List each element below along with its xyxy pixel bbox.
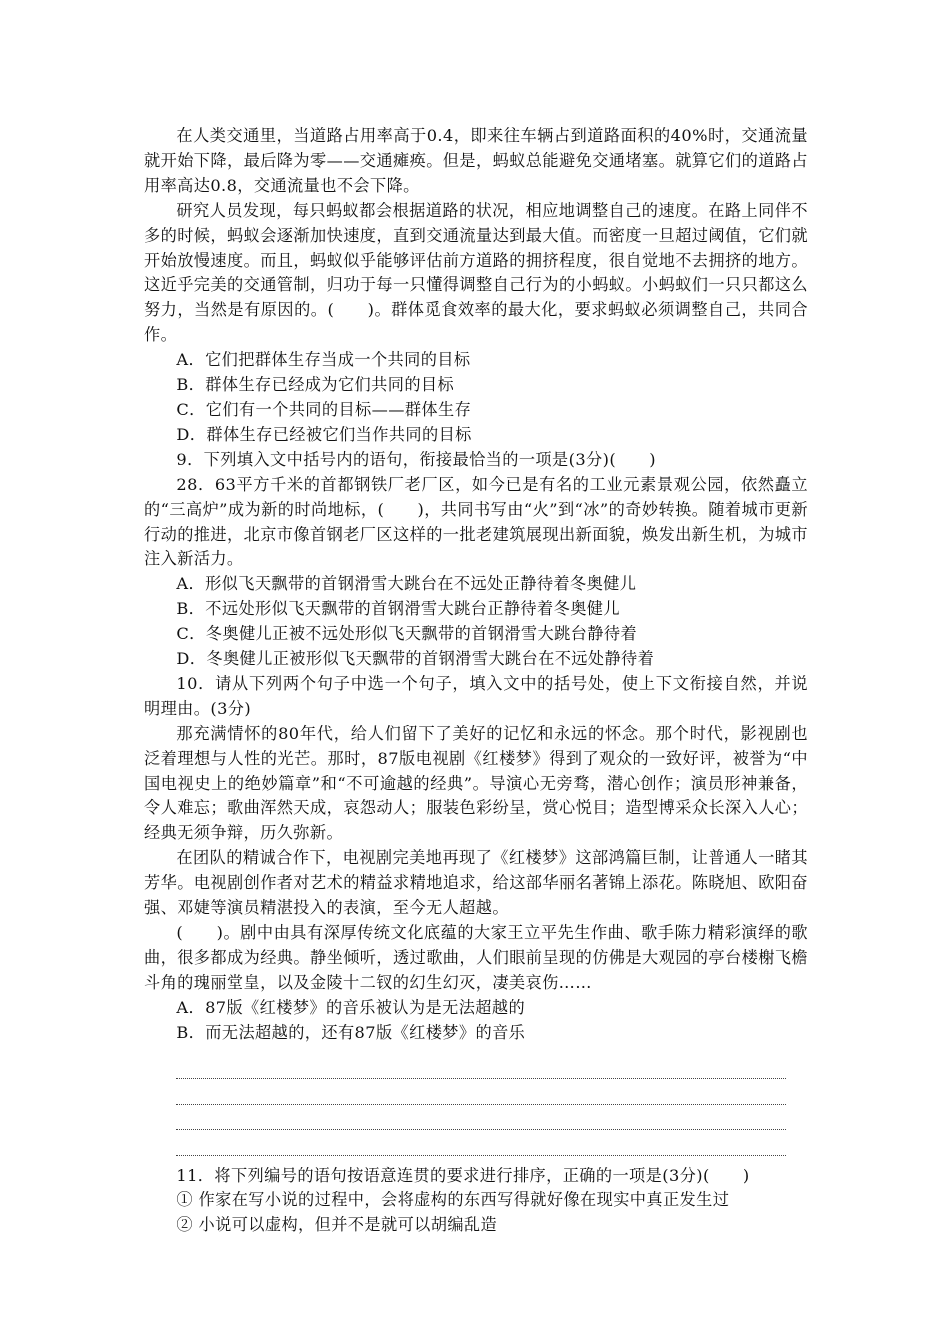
paragraph: 研究人员发现，每只蚂蚁都会根据道路的状况，相应地调整自己的速度。在路上同伴不多的时候，蚂蚁会逐渐加快速度，直到交通流量达到最大值。而密度一旦超过阈值，它们就开始放慢速度。而且，蚂蚁似乎能够评估前方道路的拥挤程度，很自觉地不去拥挤的地方。这近乎完美的交通管制，归功于每一只懂得调整自己行为的小蚂蚁。小蚂蚁们一只只都这么努力，当然是有原因的。( )。群体觅食效率的最大化，要求蚂蚁必须调整自己，共同合作。 bbox=[144, 200, 808, 345]
q9-stem: 9．下列填入文中括号内的语句，衔接最恰当的一项是(3分)( ) bbox=[176, 449, 656, 469]
q11-item: ② 小说可以虚构，但并不是就可以胡编乱造 bbox=[176, 1215, 498, 1235]
answer-line[interactable] bbox=[176, 1079, 786, 1105]
answer-line[interactable] bbox=[176, 1130, 786, 1156]
q9-option-a: A．形似飞天飘带的首钢滑雪大跳台在不远处正静待着冬奥健儿 bbox=[176, 574, 637, 594]
q10-option-a: A．87版《红楼梦》的音乐被认为是无法超越的 bbox=[176, 997, 526, 1017]
q11-item: ① 作家在写小说的过程中，会将虚构的东西写得就好像在现实中真正发生过 bbox=[176, 1190, 730, 1210]
q10-paragraph: 那充满情怀的80年代，给人们留下了美好的记忆和永远的怀念。那个时代，影视剧也泛着理想与人性的光芒。那时，87版电视剧《红楼梦》得到了观众的一致好评，被誉为“中国电视史上的绝妙篇章”和“不可逾越的经典”。导演心无旁骛，潜心创作；演员形神兼备，令人难忘；歌曲浑然天成，哀怨动人；服装色彩纷呈，赏心悦目；造型博采众长深入人心；经典无须争辩，历久弥新。 bbox=[144, 723, 808, 843]
q10-stem: 10．请从下列两个句子中选一个句子，填入文中的括号处，使上下文衔接自然，并说明理由。(3分) bbox=[144, 673, 808, 718]
answer-lines[interactable] bbox=[176, 1054, 786, 1156]
paragraph: 在人类交通里，当道路占用率高于0.4，即来往车辆占到道路面积的40%时，交通流量就开始下降，最后降为零——交通瘫痪。但是，蚂蚁总能避免交通堵塞。就算它们的道路占用率高达0.8，交通流量也不会下降。 bbox=[144, 126, 808, 195]
q9-passage: 28．63平方千米的首都钢铁厂老厂区，如今已是有名的工业元素景观公园，依然矗立的“三高炉”成为新的时尚地标，( )，共同书写由“火”到“冰”的奇妙转换。随着城市更新行动的推进，北京市像首钢老厂区这样的一批老建筑展现出新面貌，焕发出新生机，为城市注入新活力。 bbox=[144, 474, 808, 569]
q10-option-b: B．而无法超越的，还有87版《红楼梦》的音乐 bbox=[176, 1022, 526, 1042]
q10-paragraph: 在团队的精诚合作下，电视剧完美地再现了《红楼梦》这部鸿篇巨制，让普通人一睹其芳华。电视剧创作者对艺术的精益求精地追求，给这部华丽名著锦上添花。陈晓旭、欧阳奋强、邓婕等演员精湛投入的表演，至今无人超越。 bbox=[144, 848, 808, 918]
answer-line[interactable] bbox=[176, 1105, 786, 1131]
answer-line[interactable] bbox=[176, 1054, 786, 1080]
q9-option-c: C．冬奥健儿正被不远处形似飞天飘带的首钢滑雪大跳台静待着 bbox=[176, 624, 638, 644]
q8-option-d: D．群体生存已经被它们当作共同的目标 bbox=[176, 424, 472, 444]
q8-option-c: C．它们有一个共同的目标——群体生存 bbox=[176, 399, 472, 419]
q10-paragraph: ( )。剧中由具有深厚传统文化底蕴的大家王立平先生作曲、歌手陈力精彩演绎的歌曲，很多都成为经典。静坐倾听，透过歌曲，人们眼前呈现的仿佛是大观园的亭台楼榭飞檐斗角的瑰丽堂皇，以及金陵十二钗的幻生幻灭，凄美哀伤…… bbox=[144, 923, 808, 992]
q11-stem: 11．将下列编号的语句按语意连贯的要求进行排序，正确的一项是(3分)( ) bbox=[176, 1165, 750, 1185]
q8-option-b: B．群体生存已经成为它们共同的目标 bbox=[176, 375, 455, 395]
q8-option-a: A．它们把群体生存当成一个共同的目标 bbox=[176, 350, 471, 370]
q9-option-d: D．冬奥健儿正被形似飞天飘带的首钢滑雪大跳台在不远处静待着 bbox=[176, 649, 655, 669]
document-page bbox=[144, 124, 808, 1238]
q9-option-b: B．不远处形似飞天飘带的首钢滑雪大跳台正静待着冬奥健儿 bbox=[176, 599, 620, 619]
